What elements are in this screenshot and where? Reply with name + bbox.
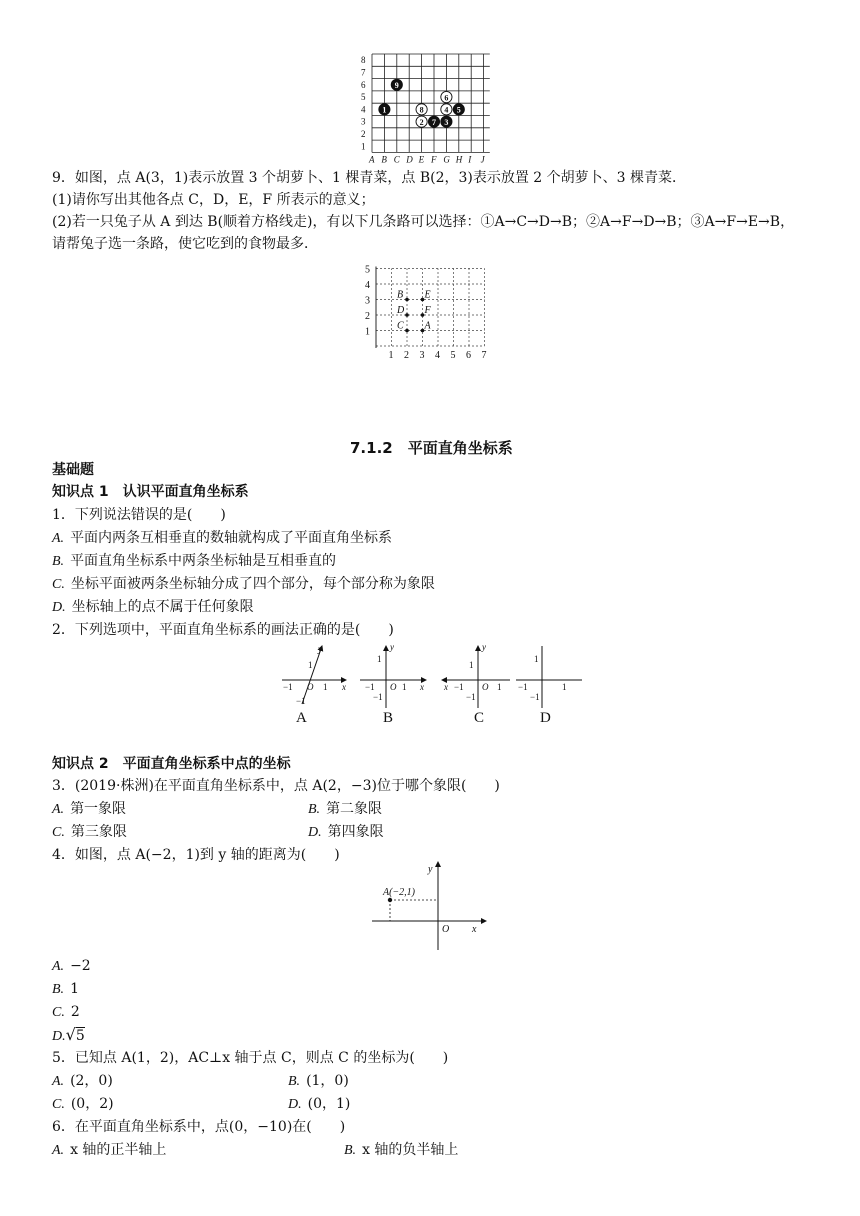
go-stone-label: 9 bbox=[394, 80, 399, 90]
tick-label: −1 bbox=[373, 692, 383, 702]
tick-label: 1 bbox=[562, 682, 567, 692]
tick-label: 1 bbox=[323, 682, 328, 692]
grid-point-label: A bbox=[424, 320, 431, 332]
knowledge-point-1: 知识点 1 认识平面直角坐标系 bbox=[52, 484, 249, 500]
tick-label: 1 bbox=[308, 660, 313, 670]
q2-figure-b bbox=[360, 646, 426, 708]
option-letter: A. bbox=[52, 531, 65, 546]
board-row-label: 5 bbox=[361, 92, 366, 103]
axis-label-y: y bbox=[482, 642, 486, 652]
option-letter: D. bbox=[308, 825, 322, 840]
board-col-label: F bbox=[431, 154, 437, 165]
go-stone-label: 7 bbox=[432, 117, 436, 127]
q9-stem: 9．如图，点 A(3，1)表示放置 3 个胡萝卜、1 棵青菜，点 B(2，3)表示放置 2 个胡萝卜、3 棵青菜． bbox=[52, 170, 687, 186]
board-col-label: G bbox=[443, 154, 450, 165]
board-col-label: J bbox=[480, 154, 485, 165]
board-col-label: B bbox=[381, 154, 387, 165]
grid-point bbox=[405, 298, 409, 302]
grid-x-tick: 7 bbox=[481, 350, 487, 361]
q1-option-a: A. 平面内两条互相垂直的数轴就构成了平面直角坐标系 bbox=[52, 530, 393, 546]
board-col-label: I bbox=[468, 154, 472, 165]
option-letter: D. bbox=[52, 600, 66, 615]
board-col-label: A bbox=[369, 154, 375, 165]
tick-label: −1 bbox=[466, 692, 476, 702]
q2-caption-c: C bbox=[474, 710, 485, 726]
q5-option-b: B. (1，0) bbox=[288, 1073, 349, 1089]
go-stone-label: 1 bbox=[382, 105, 387, 115]
point-a bbox=[388, 898, 392, 902]
q3-option-c: C. 第三象限 bbox=[52, 824, 127, 840]
option-letter: C. bbox=[52, 1005, 65, 1020]
board-row-label: 7 bbox=[361, 67, 366, 78]
axis-label-x: x bbox=[420, 682, 424, 692]
q1-option-c: C. 坐标平面被两条坐标轴分成了四个部分，每个部分称为象限 bbox=[52, 576, 435, 592]
q6-option-b: B. x 轴的负半轴上 bbox=[344, 1142, 459, 1158]
q1-option-d: D. 坐标轴上的点不属于任何象限 bbox=[52, 599, 254, 615]
grid-x-tick: 4 bbox=[435, 350, 440, 361]
point-a-label: A(−2,1) bbox=[383, 887, 416, 898]
board-row-label: 3 bbox=[361, 116, 366, 127]
option-letter: A. bbox=[52, 1143, 65, 1158]
tick-label: −1 bbox=[518, 682, 528, 692]
q3-stem: 3．(2019·株洲)在平面直角坐标系中，点 A(2，−3)位于哪个象限( ) bbox=[52, 778, 500, 794]
origin-label: O bbox=[482, 682, 489, 692]
q4-option-a: A. −2 bbox=[52, 958, 91, 974]
axis-label-y: y bbox=[390, 642, 394, 652]
q2-figure-d bbox=[516, 646, 582, 708]
axis-label-y: y bbox=[428, 864, 433, 875]
q4-stem: 4．如图，点 A(−2，1)到 y 轴的距离为( ) bbox=[52, 847, 340, 863]
basic-heading: 基础题 bbox=[52, 462, 94, 478]
grid-y-tick: 4 bbox=[365, 280, 370, 291]
tick-label: 1 bbox=[402, 682, 407, 692]
grid-y-tick: 2 bbox=[365, 311, 370, 322]
board-row-label: 8 bbox=[361, 55, 366, 66]
q4-option-d: D.√5 bbox=[52, 1025, 85, 1044]
q2-stem: 2．下列选项中，平面直角坐标系的画法正确的是( ) bbox=[52, 622, 394, 638]
board-col-label: D bbox=[406, 154, 413, 165]
option-letter: C. bbox=[52, 577, 65, 592]
grid-y-tick: 3 bbox=[365, 295, 370, 307]
axis-label-y: y bbox=[318, 644, 322, 654]
grid-y-tick: 1 bbox=[365, 326, 370, 338]
go-stone-label: 6 bbox=[444, 93, 449, 103]
axis-label-x: x bbox=[444, 682, 448, 692]
grid-point-label: C bbox=[397, 320, 404, 332]
grid-point-label: F bbox=[424, 305, 431, 316]
tick-label: −1 bbox=[283, 682, 293, 692]
q9-part2: (2)若一只兔子从 A 到达 B(顺着方格线走)，有以下几条路可以选择：①A→C→D→B；②A→F→D→B；③A→F→E→B， bbox=[52, 214, 795, 230]
q5-option-d: D. (0，1) bbox=[288, 1096, 351, 1112]
grid-point-label: D bbox=[397, 305, 405, 316]
option-letter: B. bbox=[52, 554, 65, 569]
knowledge-point-2: 知识点 2 平面直角坐标系中点的坐标 bbox=[52, 756, 291, 772]
option-letter: C. bbox=[52, 1097, 65, 1112]
q2-caption-d: D bbox=[540, 710, 551, 726]
section-title: 7.1.2 平面直角坐标系 bbox=[350, 439, 513, 457]
q2-option-figures bbox=[278, 642, 588, 712]
q3-option-b: B. 第二象限 bbox=[308, 801, 383, 817]
board-col-label: C bbox=[393, 154, 400, 165]
tick-label: −1 bbox=[530, 692, 540, 702]
grid-point-label: E bbox=[424, 289, 431, 301]
go-stone-label: 4 bbox=[444, 105, 449, 115]
option-letter: B. bbox=[288, 1074, 301, 1089]
q4-figure bbox=[368, 858, 492, 954]
origin-label: O bbox=[307, 682, 314, 692]
go-board-figure bbox=[358, 50, 498, 166]
q6-stem: 6．在平面直角坐标系中，点(0，−10)在( ) bbox=[52, 1119, 346, 1135]
board-row-label: 1 bbox=[361, 141, 366, 152]
option-letter: B. bbox=[344, 1143, 357, 1158]
q9-part1: (1)请你写出其他各点 C，D，E，F 所表示的意义； bbox=[52, 192, 375, 208]
q1-option-b: B. 平面直角坐标系中两条坐标轴是互相垂直的 bbox=[52, 553, 337, 569]
tick-label: −1 bbox=[454, 682, 464, 692]
q5-option-a: A. (2，0) bbox=[52, 1073, 113, 1089]
option-letter: B. bbox=[308, 802, 321, 817]
grid-point bbox=[405, 313, 409, 317]
option-letter: A. bbox=[52, 959, 65, 974]
board-row-label: 2 bbox=[361, 128, 366, 139]
board-col-label: H bbox=[455, 154, 463, 165]
tick-label: 1 bbox=[534, 654, 539, 664]
q1-stem: 1．下列说法错误的是( ) bbox=[52, 507, 226, 523]
origin-label: O bbox=[390, 682, 397, 692]
option-letter: C. bbox=[52, 825, 65, 840]
grid-figure bbox=[360, 260, 500, 364]
board-row-label: 4 bbox=[361, 104, 366, 115]
axis-label-x: x bbox=[472, 924, 477, 935]
tick-label: −1 bbox=[365, 682, 375, 692]
q6-option-a: A. x 轴的正半轴上 bbox=[52, 1142, 167, 1158]
q3-option-a: A. 第一象限 bbox=[52, 801, 127, 817]
grid-y-tick: 5 bbox=[365, 264, 370, 276]
axis-label-x: x bbox=[342, 682, 346, 692]
grid-x-tick: 3 bbox=[419, 350, 425, 361]
go-stone-label: 8 bbox=[419, 105, 424, 115]
q2-figure-c bbox=[442, 646, 510, 708]
q3-option-d: D. 第四象限 bbox=[308, 824, 384, 840]
q9-part2b: 请帮兔子选一条路，使它吃到的食物最多． bbox=[52, 236, 318, 252]
origin-label: O bbox=[442, 924, 450, 935]
go-stone-label: 3 bbox=[444, 117, 449, 127]
option-letter: D. bbox=[52, 1029, 66, 1044]
q2-figure-a bbox=[282, 646, 346, 704]
tick-label: 1 bbox=[497, 682, 502, 692]
grid-x-tick: 6 bbox=[466, 350, 471, 361]
q5-stem: 5．已知点 A(1，2)，AC⊥x 轴于点 C，则点 C 的坐标为( ) bbox=[52, 1050, 449, 1066]
option-letter: B. bbox=[52, 982, 65, 997]
option-letter: A. bbox=[52, 1074, 65, 1089]
grid-x-tick: 5 bbox=[450, 350, 456, 361]
go-stone-label: 2 bbox=[419, 117, 424, 127]
q2-caption-b: B bbox=[383, 710, 394, 726]
grid-x-tick: 2 bbox=[404, 350, 409, 361]
grid-point bbox=[405, 329, 409, 333]
tick-label: 1 bbox=[377, 654, 382, 664]
q4-option-c: C. 2 bbox=[52, 1004, 80, 1020]
tick-label: 1 bbox=[469, 660, 474, 670]
q5-option-c: C. (0，2) bbox=[52, 1096, 114, 1112]
board-row-label: 6 bbox=[361, 79, 366, 90]
option-letter: A. bbox=[52, 802, 65, 817]
option-letter: D. bbox=[288, 1097, 302, 1112]
board-col-label: E bbox=[418, 154, 425, 165]
sqrt-sign: √ bbox=[65, 1025, 76, 1044]
q4-option-b: B. 1 bbox=[52, 981, 79, 997]
q2-caption-a: A bbox=[296, 710, 307, 726]
tick-label: −1 bbox=[296, 696, 306, 706]
grid-x-tick: 1 bbox=[388, 350, 394, 361]
go-stone-label: 5 bbox=[456, 105, 461, 115]
grid-point-label: B bbox=[397, 289, 404, 301]
